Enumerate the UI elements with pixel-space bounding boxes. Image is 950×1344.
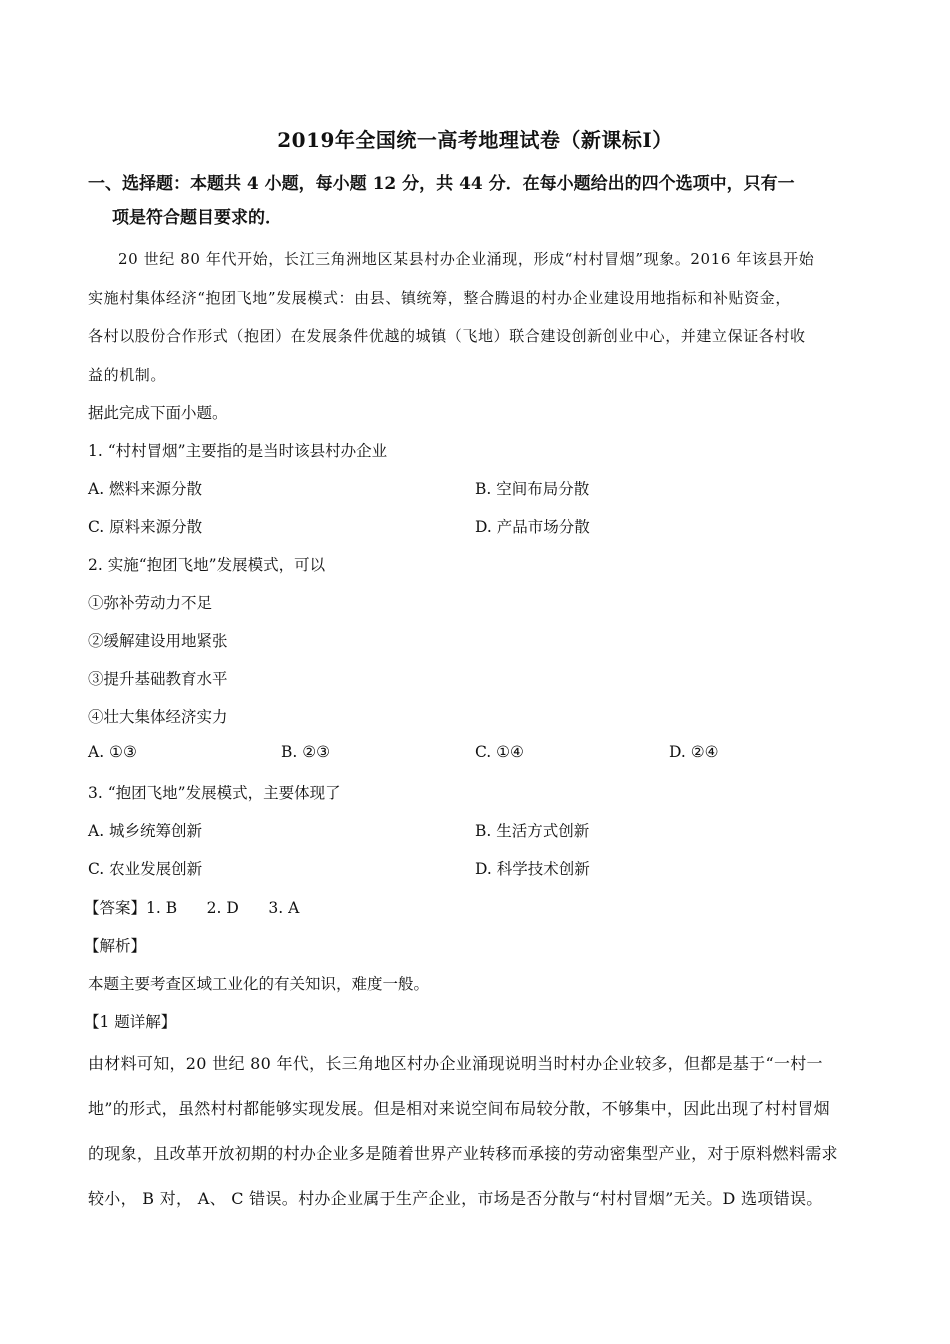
question-3-option-d: D. 科学技术创新 xyxy=(475,860,590,878)
question-1-stem: 1. “村村冒烟”主要指的是当时该县村办企业 xyxy=(88,442,388,460)
answer-line xyxy=(84,896,299,918)
answer-text: 1. B 2. D 3. A xyxy=(146,899,300,917)
section-heading-line2: 项是符合题目要求的． xyxy=(112,208,282,228)
question-2-item: ③提升基础教育水平 xyxy=(88,670,228,688)
question-3-option-b: B. 生活方式创新 xyxy=(475,822,590,840)
answer-label: 【答案】 xyxy=(84,899,147,917)
question-3-option-a: A. 城乡统筹创新 xyxy=(88,822,203,840)
question-1-option-b: B. 空间布局分散 xyxy=(475,480,590,498)
question-1-option-a: A. 燃料来源分散 xyxy=(88,480,203,498)
passage-line: 20 世纪 80 年代开始，长江三角洲地区某县村办企业涌现，形成“村村冒烟”现象。2016 年该县开始 xyxy=(118,250,815,268)
question-2-item: ④壮大集体经济实力 xyxy=(88,708,228,726)
question-3-option-c: C. 农业发展创新 xyxy=(88,860,203,878)
question-2-option-d: D. ②④ xyxy=(669,743,719,761)
reading-passage xyxy=(88,240,866,394)
instruction-text: 据此完成下面小题。 xyxy=(88,404,228,422)
question-2-item: ①弥补劳动力不足 xyxy=(88,594,213,612)
analysis-intro: 本题主要考查区域工业化的有关知识，难度一般。 xyxy=(88,975,430,993)
detail-paragraph xyxy=(88,1041,868,1221)
passage-line: 实施村集体经济“抱团飞地”发展模式：由县、镇统筹，整合腾退的村办企业建设用地指标和补贴资金， xyxy=(88,288,791,307)
passage-line: 益的机制。 xyxy=(88,365,167,384)
detail-line: 较小， B 对， A、 C 错误。村办企业属于生产企业，市场是否分散与“村村冒烟”无关。D 选项错误。 xyxy=(88,1189,823,1208)
detail-line: 地”的形式，虽然村村都能够实现发展。但是相对来说空间布局较分散，不够集中，因此出现了村村冒烟 xyxy=(88,1099,830,1118)
question-1-option-c: C. 原料来源分散 xyxy=(88,518,203,536)
question-2-option-b: B. ②③ xyxy=(281,743,331,761)
question-2-item: ②缓解建设用地紧张 xyxy=(88,632,228,650)
section-heading xyxy=(88,167,868,235)
analysis-label: 【解析】 xyxy=(84,937,147,955)
detail-line: 的现象，且改革开放初期的村办企业多是随着世界产业转移而承接的劳动密集型产业，对于原料燃料需求 xyxy=(88,1144,838,1163)
question-2-option-c: C. ①④ xyxy=(475,743,524,761)
detail-label: 【1 题详解】 xyxy=(84,1013,177,1031)
question-2-stem: 2. 实施“抱团飞地”发展模式，可以 xyxy=(88,556,326,574)
section-heading-line1: 一、选择题：本题共 4 小题，每小题 12 分，共 44 分．在每小题给出的四个选项中，只有一 xyxy=(88,174,795,194)
question-3-stem: 3. “抱团飞地”发展模式，主要体现了 xyxy=(88,784,341,802)
detail-line: 由材料可知，20 世纪 80 年代，长三角地区村办企业涌现说明当时村办企业较多，但都是基于“一村一 xyxy=(88,1054,823,1073)
question-2-option-a: A. ①③ xyxy=(88,743,137,761)
passage-line: 各村以股份合作形式（抱团）在发展条件优越的城镇（飞地）联合建设创新创业中心，并建立保证各村收 xyxy=(88,327,806,345)
question-1-option-d: D. 产品市场分散 xyxy=(475,518,590,536)
page-title: 2019年全国统一高考地理试卷（新课标I） xyxy=(277,128,673,152)
